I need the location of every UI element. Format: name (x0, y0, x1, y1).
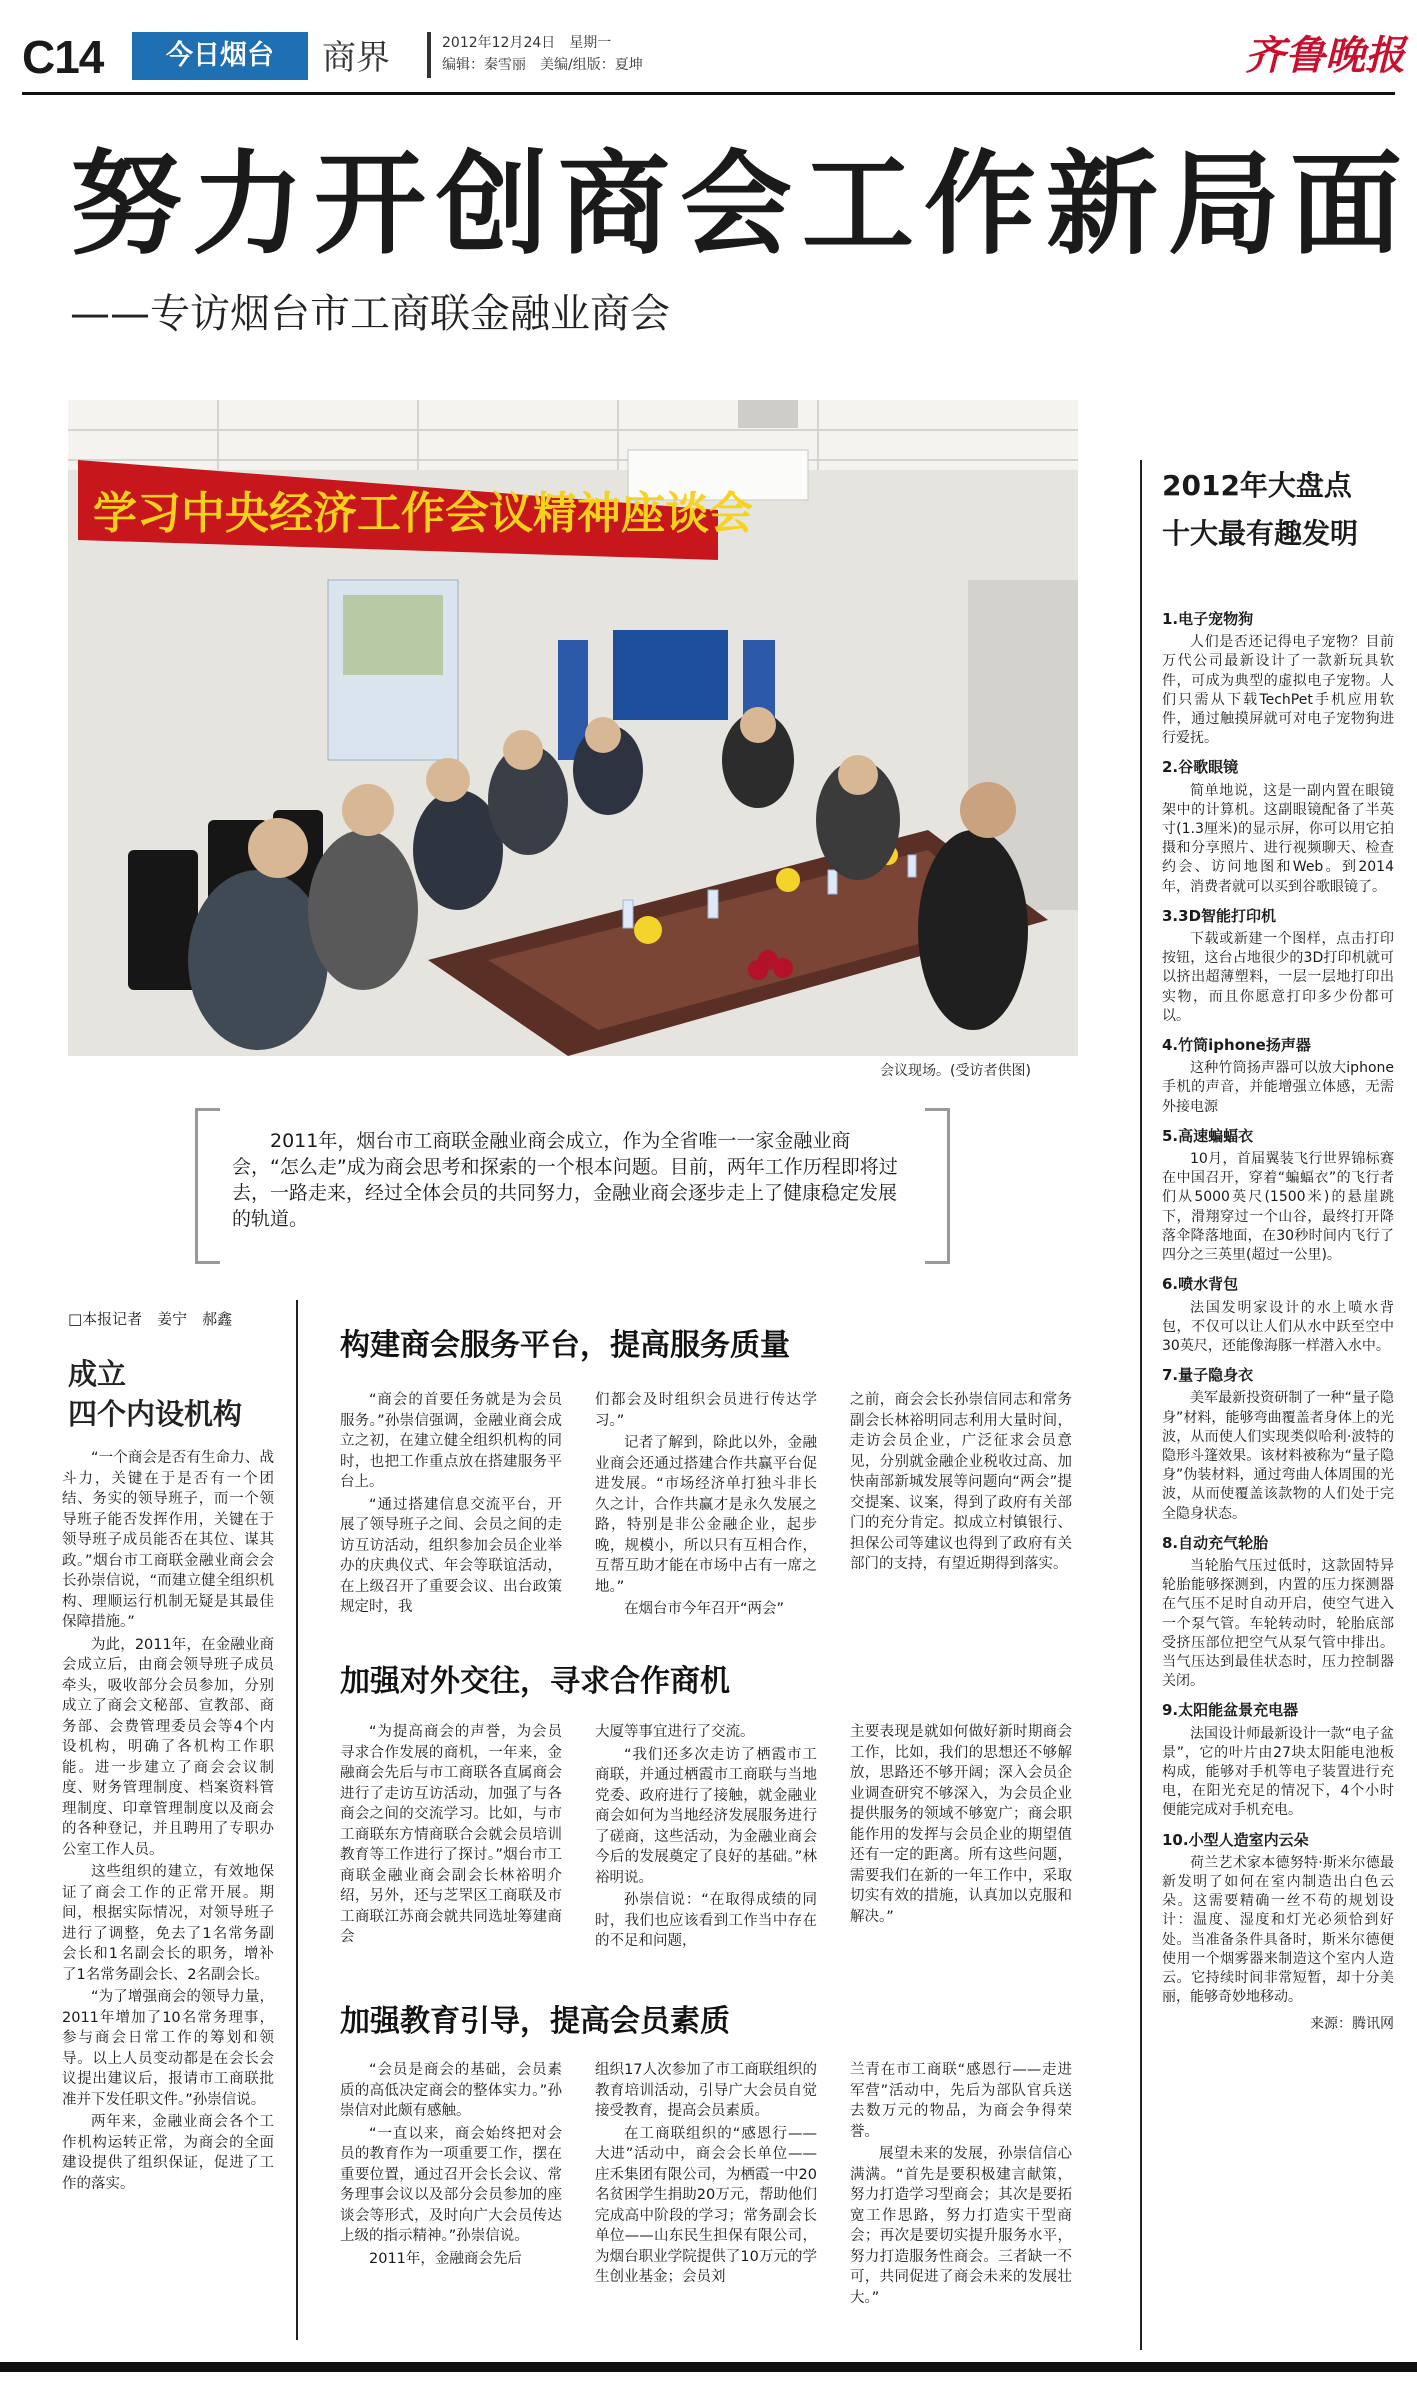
section1-para: “一个商会是否有生命力、战斗力，关键在于是否有一个团结、务实的领导班子，而一个领导班子能否发挥作用，关键在于领导班子成员能否在其位、谋其政。”烟台市工商联金融业商会会长孙崇信说，“而建立健全组织机构、理顺运行机制无疑是其最佳保障措施。” (62, 1450, 274, 1630)
invention-title: 6.喷水背包 (1162, 1275, 1239, 1294)
invention-title: 10.小型人造室内云朵 (1162, 1830, 1309, 1849)
section3-para: 孙崇信说：“在取得成绩的同时，我们也应该看到工作当中存在的不足和问题， (595, 1892, 817, 1949)
invention-title: 7.量子隐身衣 (1162, 1366, 1254, 1385)
intro-paragraph: 2011年，烟台市工商联金融业商会成立，作为全省唯一一家金融业商会，“怎么走”成为商会思考和探索的一个根本问题。目前，两年工作历程即将过去，一路走来，经过全体会员的共同努力，金融业商会逐步走上了健康稳定发展的轨道。 (232, 1130, 898, 1230)
section-name: 商界 (322, 38, 390, 78)
section3-para: 大厦等事宜进行了交流。 (595, 1724, 755, 1740)
section4-para: 在工商联组织的“感恩行——大进”活动中，商会会长单位——庄禾集团有限公司，为栖霞一中20名贫困学生捐助20万元，帮助他们完成高中阶段的学习；常务副会长单位——山东民生担保有限公司，为烟台职业学院提供了10万元的学生创业基金；会员刘 (595, 2125, 817, 2285)
section1-heading (68, 1354, 242, 1434)
section4-col2 (595, 2060, 817, 2290)
section4-para: 展望未来的发展，孙崇信信心满满。“首先是要积极建言献策，努力打造学习型商会；其次是要拓宽工作思路，努力打造实干型商会；再次是要切实提升服务水平，努力打造服务性商会。三者缺一不可，共同促进了商会未来的发展壮大。” (850, 2146, 1072, 2306)
section4-para: “一直以来，商会始终把对会员的教育作为一项重要工作，摆在重要位置，通过召开会长会议、常务理事会议以及部分会员参加的座谈会等形式，及时向广大会员传达上级的指示精神。”孙崇信说。 (340, 2125, 562, 2244)
invention-text: 法国设计师最新设计一款“电子盆景”，它的叶片由27块太阳能电池板构成，能够对手机等电子装置进行充电，在阳光充足的情况下，4个小时便能完成对手机充电。 (1162, 1725, 1394, 1819)
sidebar-divider (1140, 460, 1142, 2350)
section2-para: 之前，商会会长孙崇信同志和常务副会长林裕明同志利用大量时间，走访会员企业，广泛征求会员意见，分别就金融企业税收过高、加快南部新城发展等问题向“两会”提交提案、议案，得到了政府有关部门的充分肯定。拟成立村镇银行、担保公司等建议也得到了政府有关部门的支持，有望近期得到落实。 (850, 1392, 1072, 1572)
sidebar-source: 来源：腾讯网 (1310, 2016, 1394, 2033)
section1-para: 为此，2011年，在金融业商会成立后，由商会领导班子成员牵头，吸收部分会员参加，分别成立了商会文秘部、宣教部、商务部、会费管理委员会等4个内设机构，明确了各机构工作职能。进一步建立了商会会议制度、财务管理制度、档案资料管理制度、印章管理制度以及商会的各种登记，并且聘用了专职办公室工作人员。 (62, 1636, 274, 1858)
section4-heading: 加强教育引导，提高会员素质 (340, 2004, 730, 2039)
newspaper-logo: 齐鲁晚报 (1245, 32, 1405, 79)
section4-col1 (340, 2060, 562, 2271)
section3-heading: 加强对外交往，寻求合作商机 (340, 1664, 730, 1699)
invention-title: 5.高速蝙蝠衣 (1162, 1126, 1254, 1145)
section1-heading-line2: 四个内设机构 (68, 1397, 243, 1431)
sidebar-title (1162, 462, 1358, 558)
banner-text: 学习中央经济工作会议精神座谈会 (93, 488, 753, 539)
invention-text: 人们是否还记得电子宠物？目前万代公司最新设计了一款新玩具软件，可成为典型的虚拟电子宠物。人们只需从下载TechPet手机应用软件，通过触摸屏就可对电子宠物狗进行爱抚。 (1162, 634, 1394, 747)
section3-col2 (595, 1722, 817, 1954)
section3-para: “为提高商会的声誉，为会员寻求合作发展的商机，一年来，金融商会先后与市工商联各直属商会进行了走访互访活动，加强了与各商会之间的交流学习。比如，与市工商联东方情商联合会就会员培训教育等工作进行了探讨。”烟台市工商联金融业商会副会长林裕明介绍，另外，还与芝罘区工商联及市工商联江苏商会就共同选址筹建商会 (340, 1724, 562, 1945)
column-divider (296, 1300, 298, 2340)
sidebar-title-line1: 2012年大盘点 (1162, 469, 1352, 502)
intro-bracket-right (925, 1108, 950, 1264)
sidebar-list (1162, 600, 1394, 2035)
byline: □本报记者 姜宁 郝鑫 (68, 1310, 233, 1328)
invention-title: 1.电子宠物狗 (1162, 610, 1254, 628)
section2-heading: 构建商会服务平台，提高服务质量 (340, 1328, 790, 1363)
section3-para: 主要表现是就如何做好新时期商会工作，比如，我们的思想还不够解放，思路还不够开阔；深入会员企业调查研究不够深入，为会员企业提供服务的领域不够宽广；商会职能作用的发挥与会员企业的期望值还有一定的距离。所有这些问题，需要我们在新的一年工作中，采取切实有效的措施，认真加以克服和解决。” (850, 1724, 1072, 1925)
header-meta (442, 32, 643, 76)
sidebar-title-line2: 十大最有趣发明 (1162, 517, 1359, 550)
section1-para: 这些组织的建立，有效地保证了商会工作的正常开展。期间，根据实际情况，对领导班子进行了调整，免去了1名常务副会长和1名副会长的职务，增补了1名常务副会长、2名副会长。 (62, 1864, 274, 1983)
intro-bracket-left (195, 1108, 220, 1264)
invention-text: 简单地说，这是一副内置在眼镜架中的计算机。这副眼镜配备了半英寸(1.3厘米)的显示屏，你可以用它拍摄和分享照片、进行视频聊天、检查约会、访问地图和Web。到2014年，消费者就可以买到谷歌眼镜了。 (1162, 782, 1394, 895)
invention-title: 3.3D智能打印机 (1162, 906, 1277, 925)
invention-text: 法国发明家设计的水上喷水背包，不仅可以让人们从水中跃至空中30英尺，还能像海豚一样潜入水中。 (1162, 1299, 1394, 1354)
invention-title: 4.竹筒iphone扬声器 (1162, 1036, 1311, 1055)
section2-para: 们都会及时组织会员进行传达学习。” (595, 1392, 817, 1429)
footer-rule (0, 2362, 1417, 2372)
invention-title: 9.太阳能盆景充电器 (1162, 1701, 1299, 1720)
editor-line: 编辑：秦雪丽 美编/组版：夏坤 (442, 57, 643, 73)
section2-col3 (850, 1390, 1072, 1577)
section3-col3 (850, 1722, 1072, 1929)
invention-text: 美军最新投资研制了一种“量子隐身”材料，能够弯曲覆盖者身体上的光波，从而使人们实现类似哈利·波特的隐形斗篷效果。该材料被称为“量子隐身”伪装材料，通过弯曲人体周围的光波，从而使覆盖该款物的人们处于完全隐身状态。 (1162, 1390, 1394, 1522)
article-title: 努力开创商会工作新局面 (70, 140, 1412, 270)
section1-heading-line1: 成立 (68, 1357, 127, 1391)
section2-para: “通过搭建信息交流平台，开展了领导班子之间、会员之间的走访互访活动，组织参加会员企业举办的庆典仪式、年会等联谊活动，在上级召开了重要会议、出台政策规定时，我 (340, 1496, 562, 1615)
section2-para: “商会的首要任务就是为会员服务。”孙崇信强调，金融业商会成立之初，在建立健全组织机构的同时，也把工作重点放在搭建服务平台上。 (340, 1392, 562, 1490)
section1-body (62, 1448, 274, 2196)
article-subtitle: ——专访烟台市工商联金融业商会 (70, 291, 670, 337)
section4-para: 兰青在市工商联“感恩行——走进军营”活动中，先后为部队官兵送去数万元的物品，为商会争得荣誉。 (850, 2062, 1072, 2140)
invention-title: 2.谷歌眼镜 (1162, 758, 1239, 777)
section2-para: 在烟台市今年召开“两会” (624, 1601, 785, 1617)
meeting-photo (68, 400, 1078, 1056)
section4-col3 (850, 2060, 1072, 2310)
photo-caption: 会议现场。(受访者供图) (880, 1063, 1031, 1079)
meeting-photo-illustration (68, 400, 1078, 1056)
header-divider (427, 32, 431, 78)
section3-col1 (340, 1722, 562, 1950)
section1-para: “为了增强商会的领导力量，2011年增加了10名常务理事，参与商会日常工作的筹划和领导。以上人员变动都是在会长会议提出建议后，报请市工商联批准并下发任职文件。”孙崇信说。 (62, 1989, 274, 2108)
invention-text: 荷兰艺术家本德努特·斯米尔德最新发明了如何在室内制造出白色云朵。这需要精确一丝不苟的规划设计：温度、湿度和灯光必须恰到好处。当准备条件具备时，斯米尔德便使用一个烟雾器来制造这个室内人造云。它持续时间非常短暂，却十分美丽，能够奇妙地移动。 (1162, 1854, 1394, 2006)
invention-text: 10月，首届翼装飞行世界锦标赛在中国召开，穿着“蝙蝠衣”的飞行者们从5000英尺(1500米)的悬崖跳下，滑翔穿过一个山谷，最终打开降落伞降落地面，在30秒时间内飞行了四分之三英里(超过一公里)。 (1162, 1151, 1394, 1264)
section4-para: “会员是商会的基础，会员素质的高低决定商会的整体实力。”孙崇信对此颇有感触。 (340, 2062, 562, 2119)
section2-col2 (595, 1390, 817, 1622)
header-rule (22, 92, 1395, 95)
section3-para: “我们还多次走访了栖霞市工商联，并通过栖霞市工商联与当地党委、政府进行了接触，就金融业商会如何为当地经济发展服务进行了磋商，这些活动，为金融业商会今后的发展奠定了良好的基础。”林裕明说。 (595, 1746, 817, 1886)
section1-para: 两年来，金融业商会各个工作机构运转正常，为商会的全面建设提供了组织保证，促进了工作的落实。 (62, 2114, 274, 2192)
date-line: 2012年12月24日 星期一 (442, 35, 612, 51)
invention-title: 8.自动充气轮胎 (1162, 1533, 1269, 1552)
invention-text: 下载或新建一个图样，点击打印按钮，这台占地很少的3D打印机就可以挤出超薄塑料，一层一层地打印出实物，而且你愿意打印多少份都可以。 (1162, 931, 1394, 1024)
section4-para: 2011年，金融商会先后 (369, 2250, 522, 2267)
section-badge: 今日烟台 (132, 32, 308, 80)
invention-text: 这种竹筒扬声器可以放大iphone手机的声音，并能增强立体感，无需外接电源 (1162, 1060, 1394, 1115)
section4-para: 组织17人次参加了市工商联组织的教育培训活动，引导广大会员自觉接受教育，提高会员素质。 (595, 2062, 817, 2119)
page-number: C14 (22, 31, 104, 83)
invention-text: 当轮胎气压过低时，这款固特异轮胎能够探测到，内置的压力探测器在气压不足时自动开启，使空气进入一个泵气管。车轮转动时，轮胎底部受挤压部位把空气从泵气管中排出。当气压达到最佳状态时，压力控制器关闭。 (1162, 1557, 1394, 1690)
section2-col1 (340, 1390, 562, 1620)
section2-para: 记者了解到，除此以外，金融业商会还通过搭建合作共赢平台促进发展。“市场经济单打独斗非长久之计，合作共赢才是永久发展之路，特别是非公金融企业，起步晚，规模小，所以只有互相合作，互帮互助才能在市场中占有一席之地。” (595, 1435, 817, 1595)
